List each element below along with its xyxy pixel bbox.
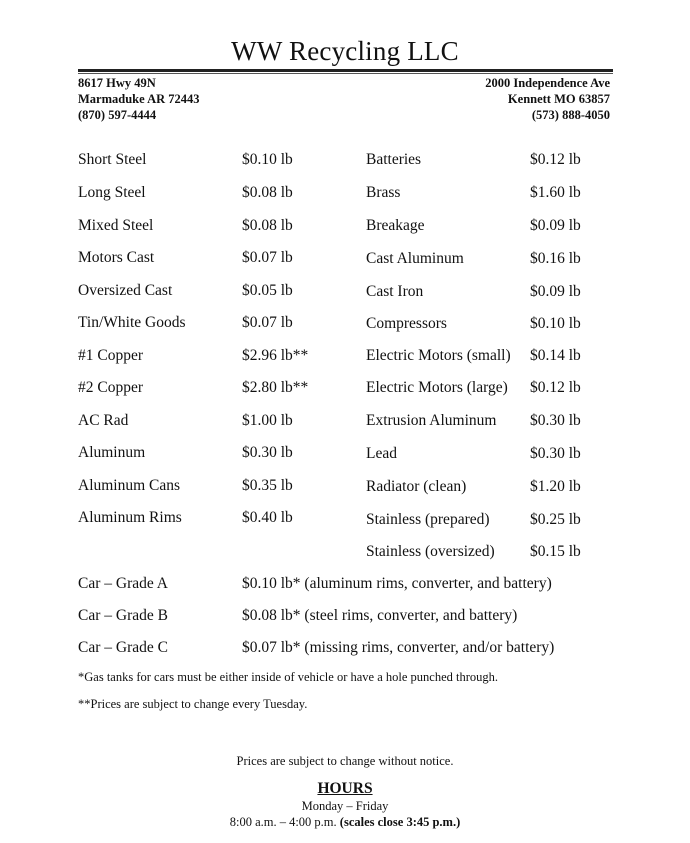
car-grade-price: $0.07 lb* (missing rims, converter, and/or battery): [242, 639, 555, 656]
hours-title: HOURS: [317, 780, 373, 797]
item-name: Compressors: [366, 315, 447, 332]
item-price: $0.35 lb: [242, 477, 293, 494]
item-name: #2 Copper: [78, 379, 144, 396]
item-name: Tin/White Goods: [78, 314, 186, 331]
item-price: $1.20 lb: [530, 478, 581, 495]
item-price: $0.09 lb: [530, 217, 581, 234]
price-notice: Prices are subject to change without notice.: [236, 754, 454, 768]
footnote-gas-tanks: *Gas tanks for cars must be either inside of vehicle or have a hole punched through.: [78, 670, 499, 684]
car-grade-name: Car – Grade C: [78, 639, 168, 656]
item-name: Oversized Cast: [78, 282, 173, 299]
item-price: $0.16 lb: [530, 250, 581, 267]
item-price: $0.08 lb: [242, 184, 293, 201]
item-price: $0.12 lb: [530, 379, 581, 396]
address-line: Kennett MO 63857: [507, 92, 610, 106]
item-name: Motors Cast: [78, 249, 155, 266]
item-name: Aluminum: [78, 444, 146, 461]
footnote-tuesday: **Prices are subject to change every Tuesday.: [78, 697, 308, 711]
item-name: Batteries: [366, 151, 422, 168]
item-name: #1 Copper: [78, 347, 144, 364]
phone-line: (870) 597-4444: [78, 108, 157, 122]
item-name: Long Steel: [78, 184, 146, 201]
title-rule: [78, 69, 613, 72]
item-name: Stainless (oversized): [366, 543, 495, 560]
item-price: $0.12 lb: [530, 151, 581, 168]
item-name: AC Rad: [78, 412, 129, 429]
item-name: Electric Motors (large): [366, 379, 508, 396]
item-price: $0.08 lb: [242, 217, 293, 234]
item-price: $0.14 lb: [530, 347, 581, 364]
hours-days: Monday – Friday: [301, 799, 389, 813]
car-grade-name: Car – Grade B: [78, 607, 168, 624]
item-price: $2.80 lb**: [242, 379, 309, 396]
item-price: $1.60 lb: [530, 184, 581, 201]
item-name: Stainless (prepared): [366, 511, 490, 528]
item-name: Mixed Steel: [78, 217, 154, 234]
item-price: $2.96 lb**: [242, 347, 309, 364]
item-price: $0.30 lb: [530, 445, 581, 462]
item-name: Electric Motors (small): [366, 347, 511, 364]
item-price: $0.05 lb: [242, 282, 293, 299]
hours-time: [0, 815, 690, 830]
item-price: $0.10 lb: [530, 315, 581, 332]
item-price: $0.30 lb: [530, 412, 581, 429]
car-grade-price: $0.10 lb* (aluminum rims, converter, and battery): [242, 575, 552, 592]
phone-line: (573) 888-4050: [531, 108, 610, 122]
item-name: Breakage: [366, 217, 425, 234]
item-name: Brass: [366, 184, 401, 201]
address-right: [485, 75, 610, 123]
item-name: Cast Iron: [366, 283, 424, 300]
item-price: $0.07 lb: [242, 249, 293, 266]
address-line: 8617 Hwy 49N: [78, 76, 156, 90]
item-name: Cast Aluminum: [366, 250, 464, 267]
item-name: Radiator (clean): [366, 478, 467, 495]
item-price: $0.30 lb: [242, 444, 293, 461]
item-name: Short Steel: [78, 151, 147, 168]
item-name: Lead: [366, 445, 397, 462]
scales-close-note: (scales close 3:45 p.m.): [339, 815, 461, 829]
hours-time-range: 8:00 a.m. – 4:00 p.m.: [229, 815, 337, 829]
item-price: $0.09 lb: [530, 283, 581, 300]
item-name: Extrusion Aluminum: [366, 412, 497, 429]
address-left: [78, 75, 200, 123]
item-price: $0.40 lb: [242, 509, 293, 526]
item-price: $0.07 lb: [242, 314, 293, 331]
item-name: Aluminum Rims: [78, 509, 182, 526]
address-line: 2000 Independence Ave: [485, 76, 610, 90]
car-grade-name: Car – Grade A: [78, 575, 168, 592]
address-line: Marmaduke AR 72443: [78, 92, 200, 106]
company-title: WW Recycling LLC: [231, 36, 459, 66]
title-rule-thin: [78, 73, 613, 74]
item-price: $0.25 lb: [530, 511, 581, 528]
item-name: Aluminum Cans: [78, 477, 181, 494]
car-grade-price: $0.08 lb* (steel rims, converter, and battery): [242, 607, 518, 624]
item-price: $1.00 lb: [242, 412, 293, 429]
item-price: $0.15 lb: [530, 543, 581, 560]
item-price: $0.10 lb: [242, 151, 293, 168]
